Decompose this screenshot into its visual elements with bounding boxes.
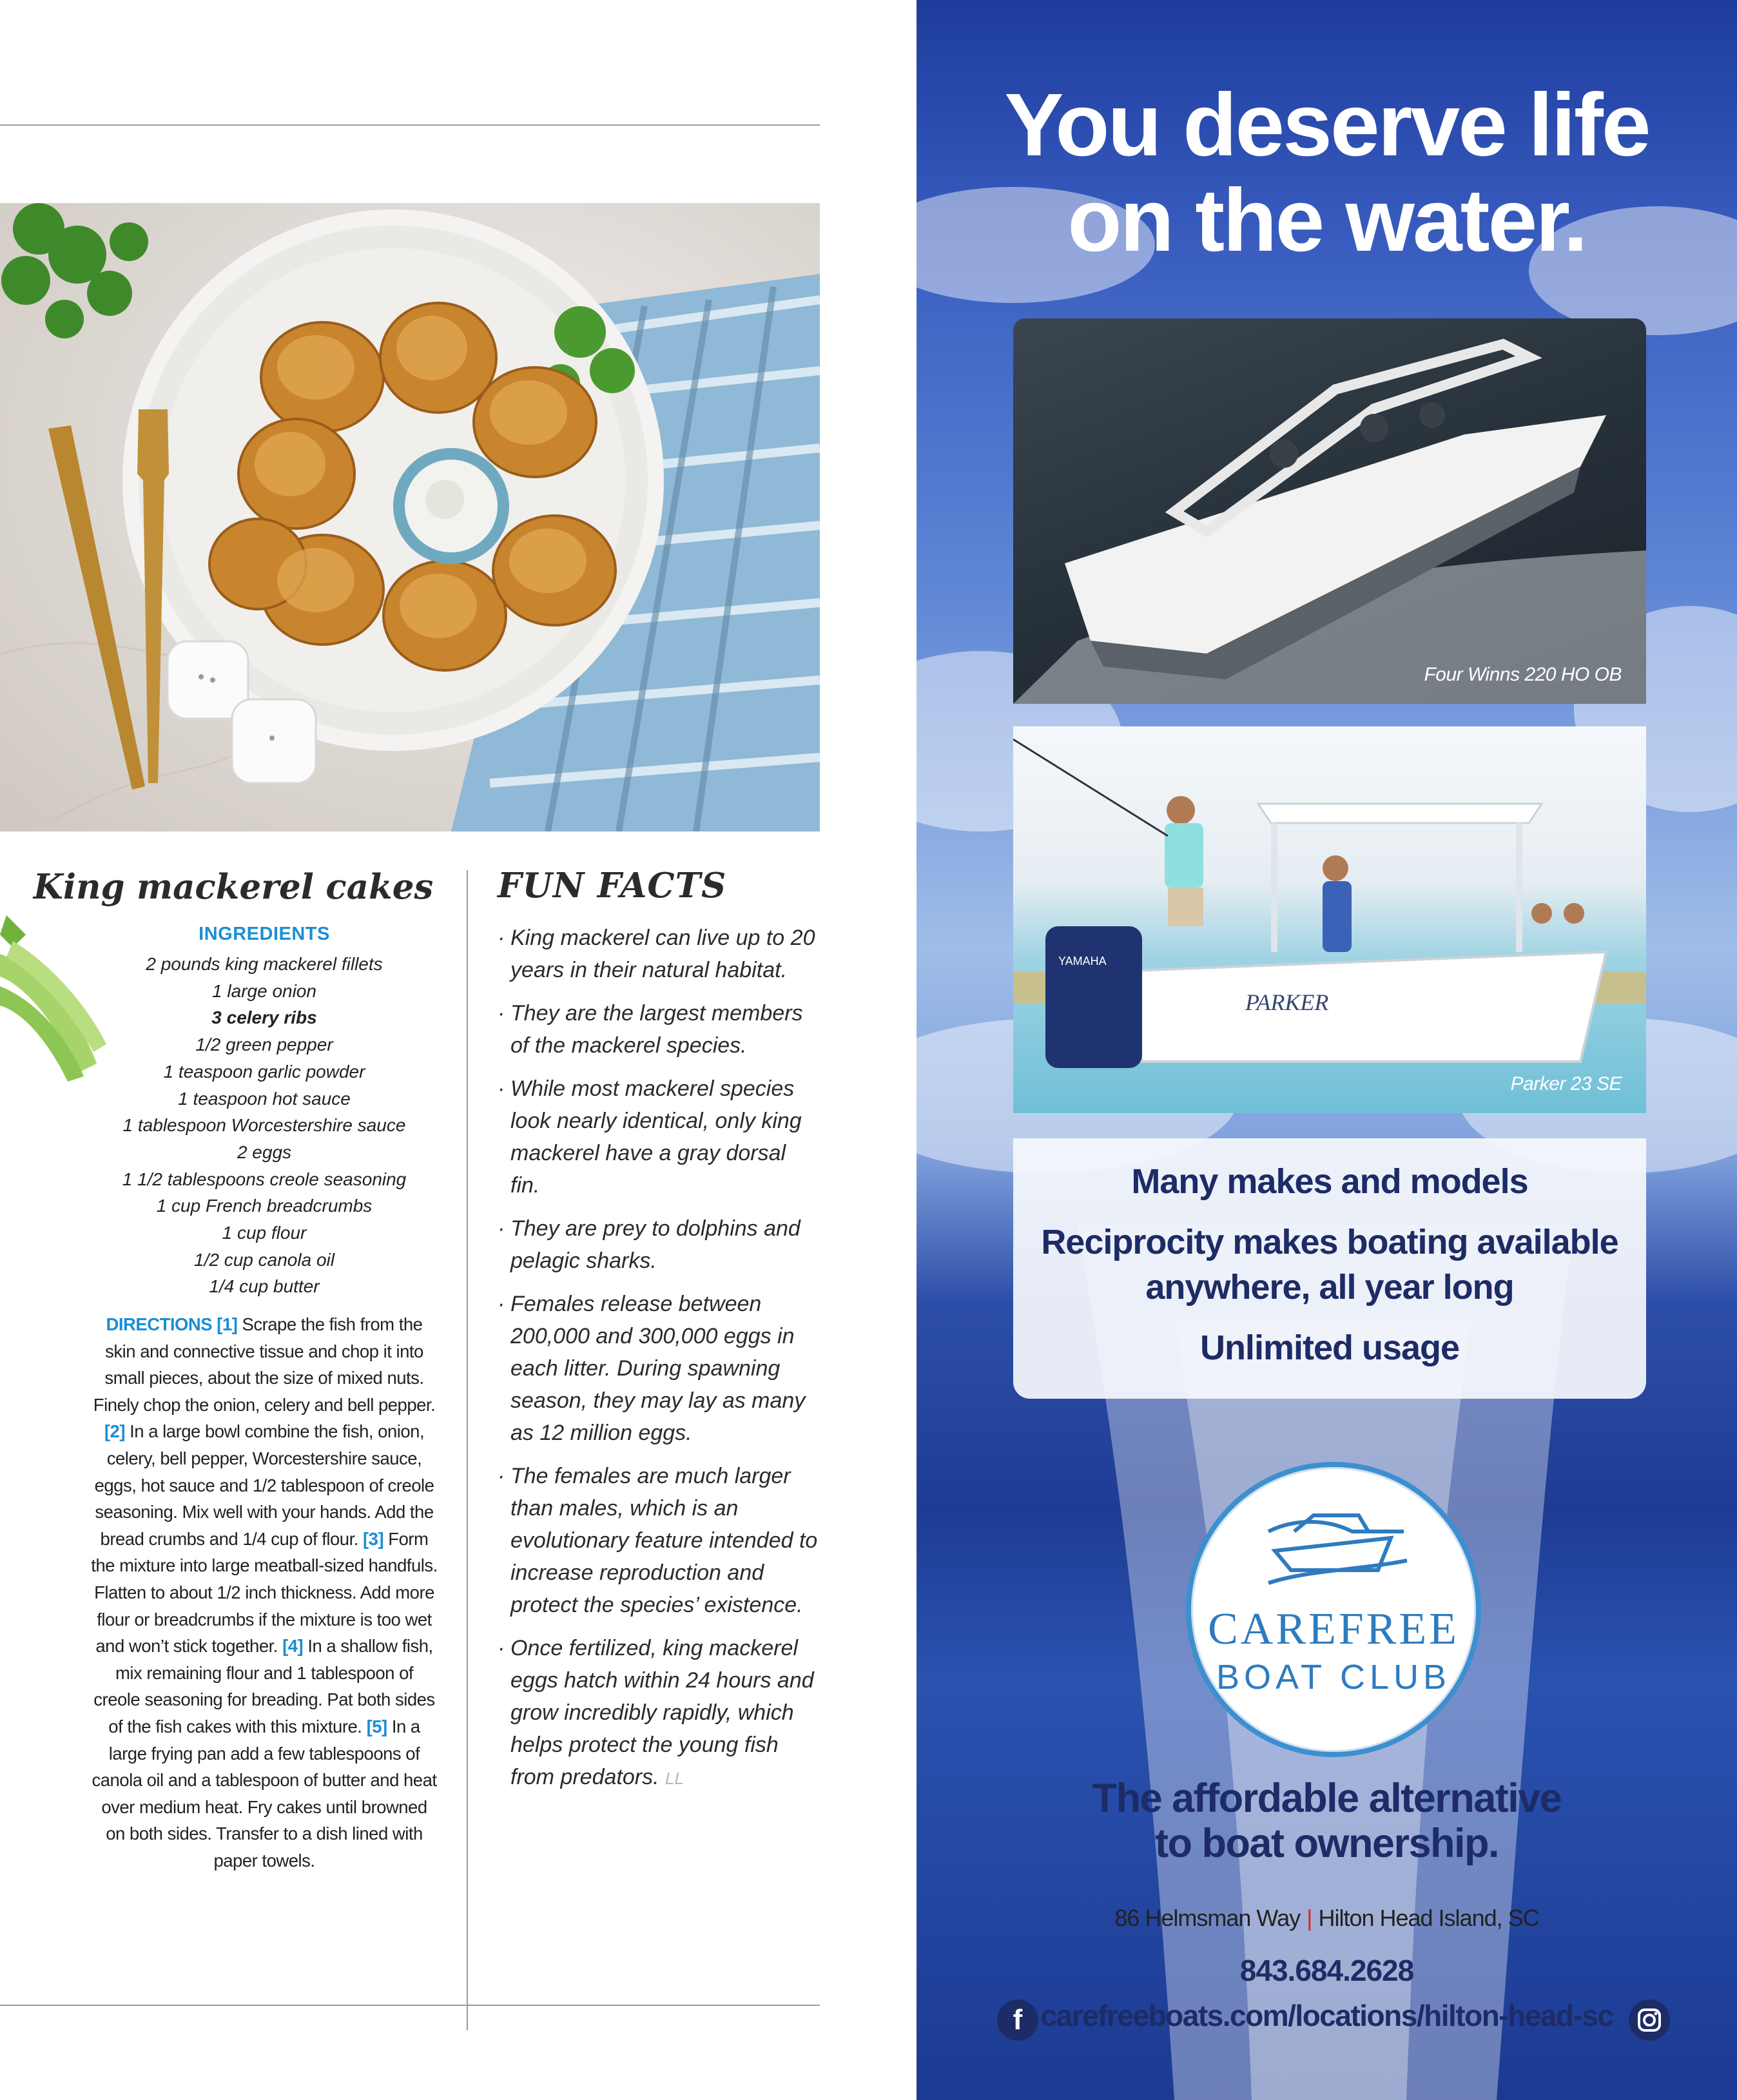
ingredient-item: 1 1/2 tablespoons creole seasoning <box>122 1169 407 1189</box>
headline-line: You deserve life <box>1004 75 1649 175</box>
step-text: In a large frying pan add a few tablespoons of canola oil and a tablespoon of butter and heat over medium heat. Fry cakes until browned on both sides. Transfer to a dish lined with paper towels. <box>92 1716 437 1871</box>
instagram-icon[interactable] <box>1629 1999 1670 2041</box>
fact-item: · While most mackerel species look nearly identical, only king mackerel have a gray dorsal fin. <box>498 1073 820 1201</box>
step-text: Scrape the fish from the skin and connective tissue and chop it into small pieces, about the size of mixed nuts. Finely chop the onion, celery and bell pepper. <box>93 1314 436 1415</box>
feature-text: Unlimited usage <box>1199 1328 1460 1367</box>
step-number: [5] <box>366 1716 387 1736</box>
address-separator: | <box>1306 1905 1312 1931</box>
ingredient-item: 3 celery ribs <box>211 1007 317 1028</box>
column-divider <box>467 870 468 2030</box>
step-number: [3] <box>363 1528 384 1549</box>
ingredient-item: 1 teaspoon garlic powder <box>163 1061 365 1082</box>
step-text: In a shallow fish, mix remaining flour and 1 tablespoon of creole seasoning for breading. Pat both sides of the fish cakes with this mixture. <box>93 1636 435 1736</box>
ingredients-list <box>97 951 432 1300</box>
ingredient-item: 1 tablespoon Worcestershire sauce <box>122 1115 406 1136</box>
feature-text: anywhere, all year long <box>1145 1268 1514 1307</box>
club-address <box>917 1905 1737 1932</box>
logo-brand-name: CAREFREE <box>1208 1604 1459 1654</box>
fun-facts-list <box>498 922 820 1805</box>
four-winns-boat-photo <box>1013 318 1646 704</box>
recipe-title: King mackerel cakes <box>33 867 434 907</box>
address-street: 86 Helmsman Way <box>1114 1905 1301 1931</box>
tagline-line: to boat ownership. <box>1155 1821 1499 1866</box>
boat-logo-icon <box>1256 1506 1417 1596</box>
celery-image <box>0 915 110 1083</box>
tagline-line: The affordable alternative <box>1092 1776 1562 1821</box>
website-link[interactable]: carefreeboats.com/locations/hilton-head-sc <box>1040 1999 1613 2032</box>
step-number: [4] <box>282 1636 304 1657</box>
ad-tagline <box>917 1776 1737 1866</box>
fact-item <box>498 1632 820 1794</box>
ingredient-item: 2 pounds king mackerel fillets <box>146 954 383 974</box>
author-initials: LL <box>665 1769 684 1788</box>
engine-brand: YAMAHA <box>1058 955 1107 967</box>
step-text: Form the mixture into large meatball-sized handfuls. Flatten to about 1/2 inch thickness. Add more flour or breadcrumbs if the mixture is too wet and won’t stick together. <box>91 1528 438 1657</box>
ingredient-item: 1/4 cup butter <box>209 1276 320 1297</box>
step-number: [1] <box>217 1314 238 1334</box>
ingredients-heading: INGREDIENTS <box>199 924 330 944</box>
bottom-rule <box>0 2005 820 2006</box>
boat-hull-name: PARKER <box>1245 989 1329 1015</box>
facebook-icon[interactable]: f <box>997 1999 1038 2041</box>
fact-item: · They are prey to dolphins and pelagic sharks. <box>498 1212 820 1277</box>
carefree-boat-club-logo <box>1186 1462 1481 1757</box>
features-panel <box>1013 1138 1646 1399</box>
ad-headline <box>917 77 1737 268</box>
fact-item: · King mackerel can live up to 20 years in their natural habitat. <box>498 922 820 986</box>
photo-caption: Four Winns 220 HO OB <box>1424 664 1622 685</box>
feature-text: Many makes and models <box>1131 1162 1528 1201</box>
ingredient-item: 1 teaspoon hot sauce <box>178 1088 351 1109</box>
fact-item: · They are the largest members of the mackerel species. <box>498 997 820 1062</box>
ingredient-item: 1/2 green pepper <box>195 1035 333 1055</box>
fun-facts-title: FUN FACTS <box>498 866 727 906</box>
address-city: Hilton Head Island, SC <box>1318 1905 1539 1931</box>
headline-line: on the water. <box>1067 171 1586 270</box>
fact-text: Once fertilized, king mackerel eggs hatch within 24 hours and grow incredibly rapidly, which helps protect the young fish from predators. <box>510 1636 814 1789</box>
phone-number[interactable]: 843.684.2628 <box>1239 1954 1414 1987</box>
logo-brand-subtitle: BOAT CLUB <box>1216 1658 1451 1697</box>
ingredient-item: 1 cup French breadcrumbs <box>156 1196 373 1216</box>
parker-boat-photo <box>1013 726 1646 1113</box>
step-number: [2] <box>104 1421 126 1442</box>
feature-text: Reciprocity makes boating available <box>1041 1223 1618 1261</box>
directions-heading: DIRECTIONS <box>106 1314 213 1334</box>
ingredient-item: 1/2 cup canola oil <box>194 1249 335 1270</box>
top-rule <box>0 124 820 126</box>
step-text: In a large bowl combine the fish, onion, celery, bell pepper, Worcestershire sauce, eggs, hot sauce and 1/2 tablespoon of creole seasoning. Mix well with your hands. Add the bread crumbs and 1/4 cup of flour. <box>94 1421 434 1549</box>
fact-item: · Females release between 200,000 and 300,000 eggs in each litter. During spawning season, they may lay as many as 12 million eggs. <box>498 1288 820 1449</box>
mackerel-cakes-photo <box>0 203 820 831</box>
ingredient-item: 1 large onion <box>212 980 316 1001</box>
ingredient-item: 2 eggs <box>237 1142 292 1162</box>
boat-club-advertisement <box>917 0 1737 2100</box>
photo-caption: Parker 23 SE <box>1510 1073 1622 1094</box>
ingredient-item: 1 cup flour <box>222 1223 307 1243</box>
fact-item: · The females are much larger than males, which is an evolutionary feature intended to increase reproduction and protect the species’ existence. <box>498 1460 820 1621</box>
directions-text <box>90 1311 438 1874</box>
